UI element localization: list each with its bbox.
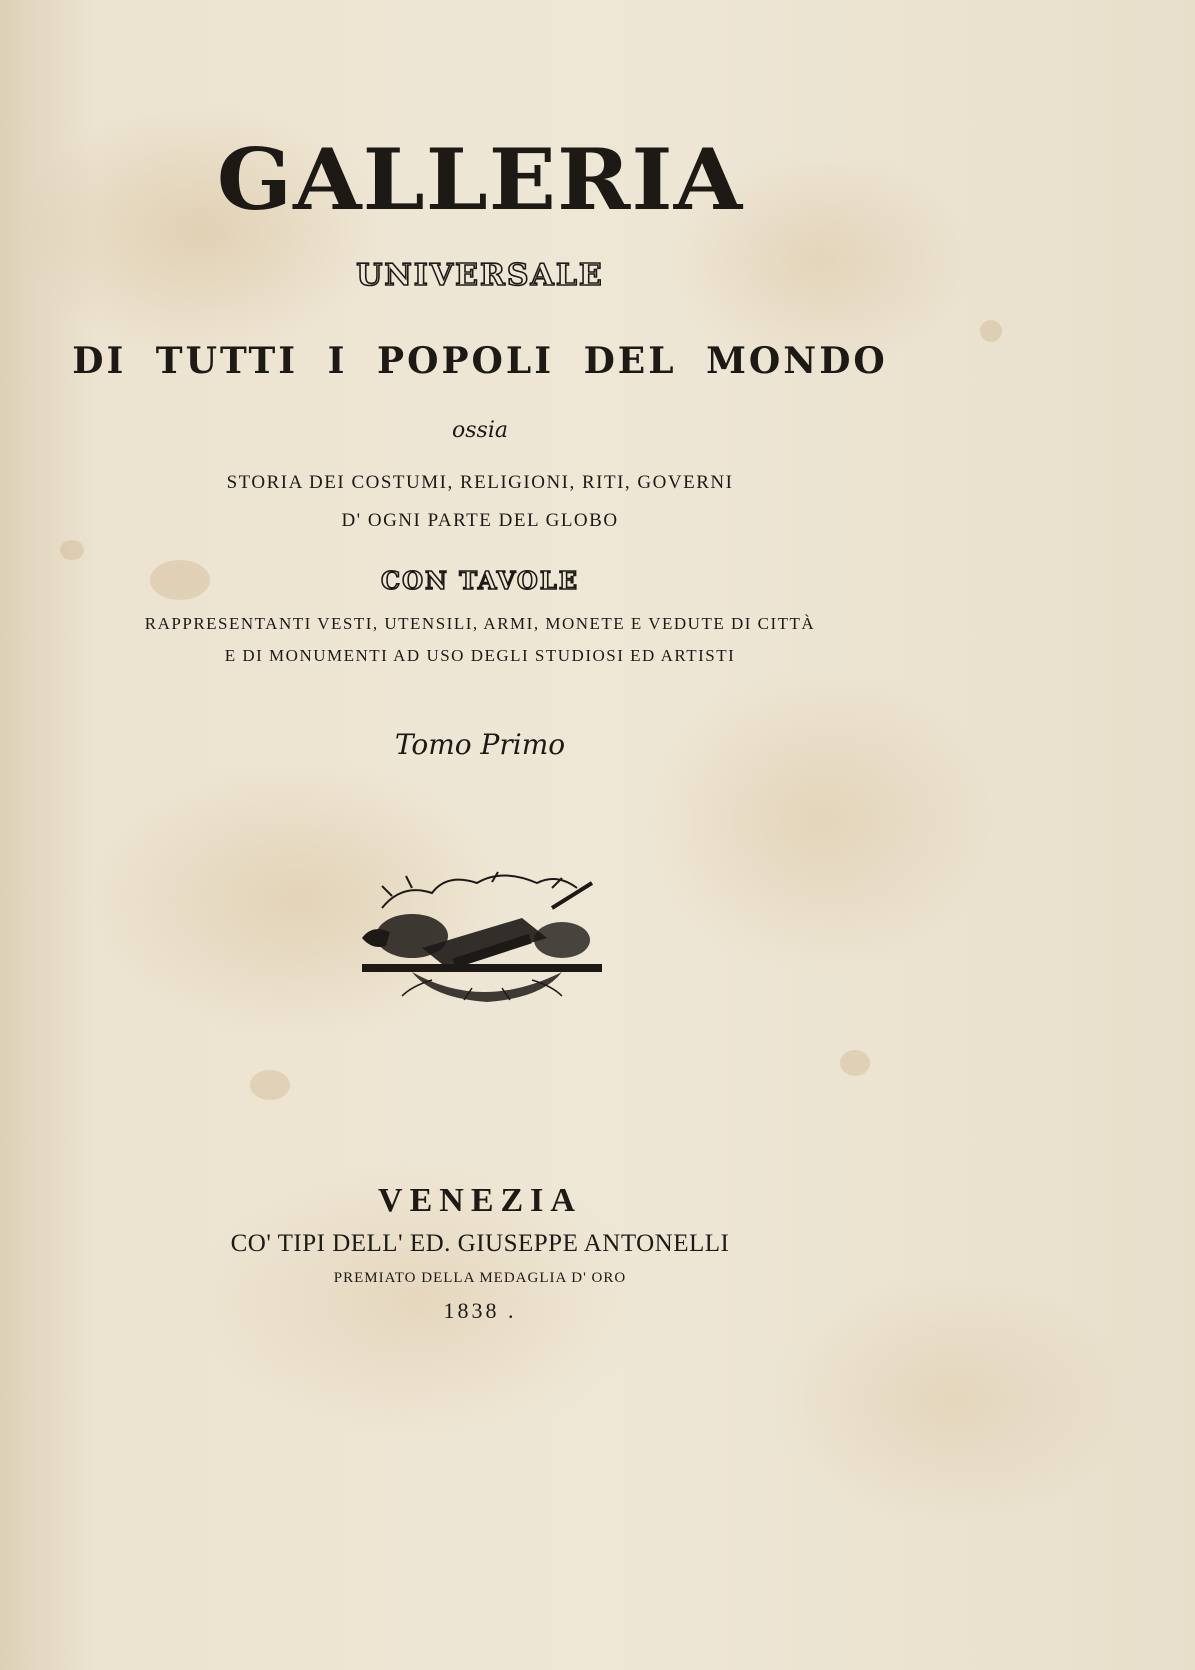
foxing-stain <box>60 540 84 560</box>
imprint-year: 1838 . <box>443 1298 517 1323</box>
title-universale: UNIVERSALE <box>356 258 604 293</box>
foxing-stain <box>840 1050 870 1076</box>
description-line-2: D' OGNI PARTE DEL GLOBO <box>341 510 619 531</box>
tavole-line-2: E DI MONUMENTI AD USO DEGLI STUDIOSI ED ARTISTI <box>224 646 736 665</box>
book-subtitle: DI TUTTI I POPOLI DEL MONDO <box>72 340 888 382</box>
ossia-text: ossia <box>452 418 508 443</box>
book-title: GALLERIA <box>216 130 744 229</box>
engraved-vignette-icon <box>352 868 618 1006</box>
description-line-1: STORIA DEI COSTUMI, RELIGIONI, RITI, GOVERNI <box>226 472 734 493</box>
foxing-stain <box>250 1070 290 1100</box>
imprint-city: VENEZIA <box>378 1182 582 1219</box>
tavole-line-1: RAPPRESENTANTI VESTI, UTENSILI, ARMI, MONETE E VEDUTE DI CITTÀ <box>144 614 816 633</box>
foxing-stain <box>980 320 1002 342</box>
imprint-printer: CO' TIPI DELL' ED. GIUSEPPE ANTONELLI <box>230 1230 730 1257</box>
con-tavole-heading: CON TAVOLE <box>381 566 579 595</box>
volume-label: Tomo Primo <box>394 728 566 761</box>
imprint-award: PREMIATO DELLA MEDAGLIA D' ORO <box>333 1270 627 1286</box>
